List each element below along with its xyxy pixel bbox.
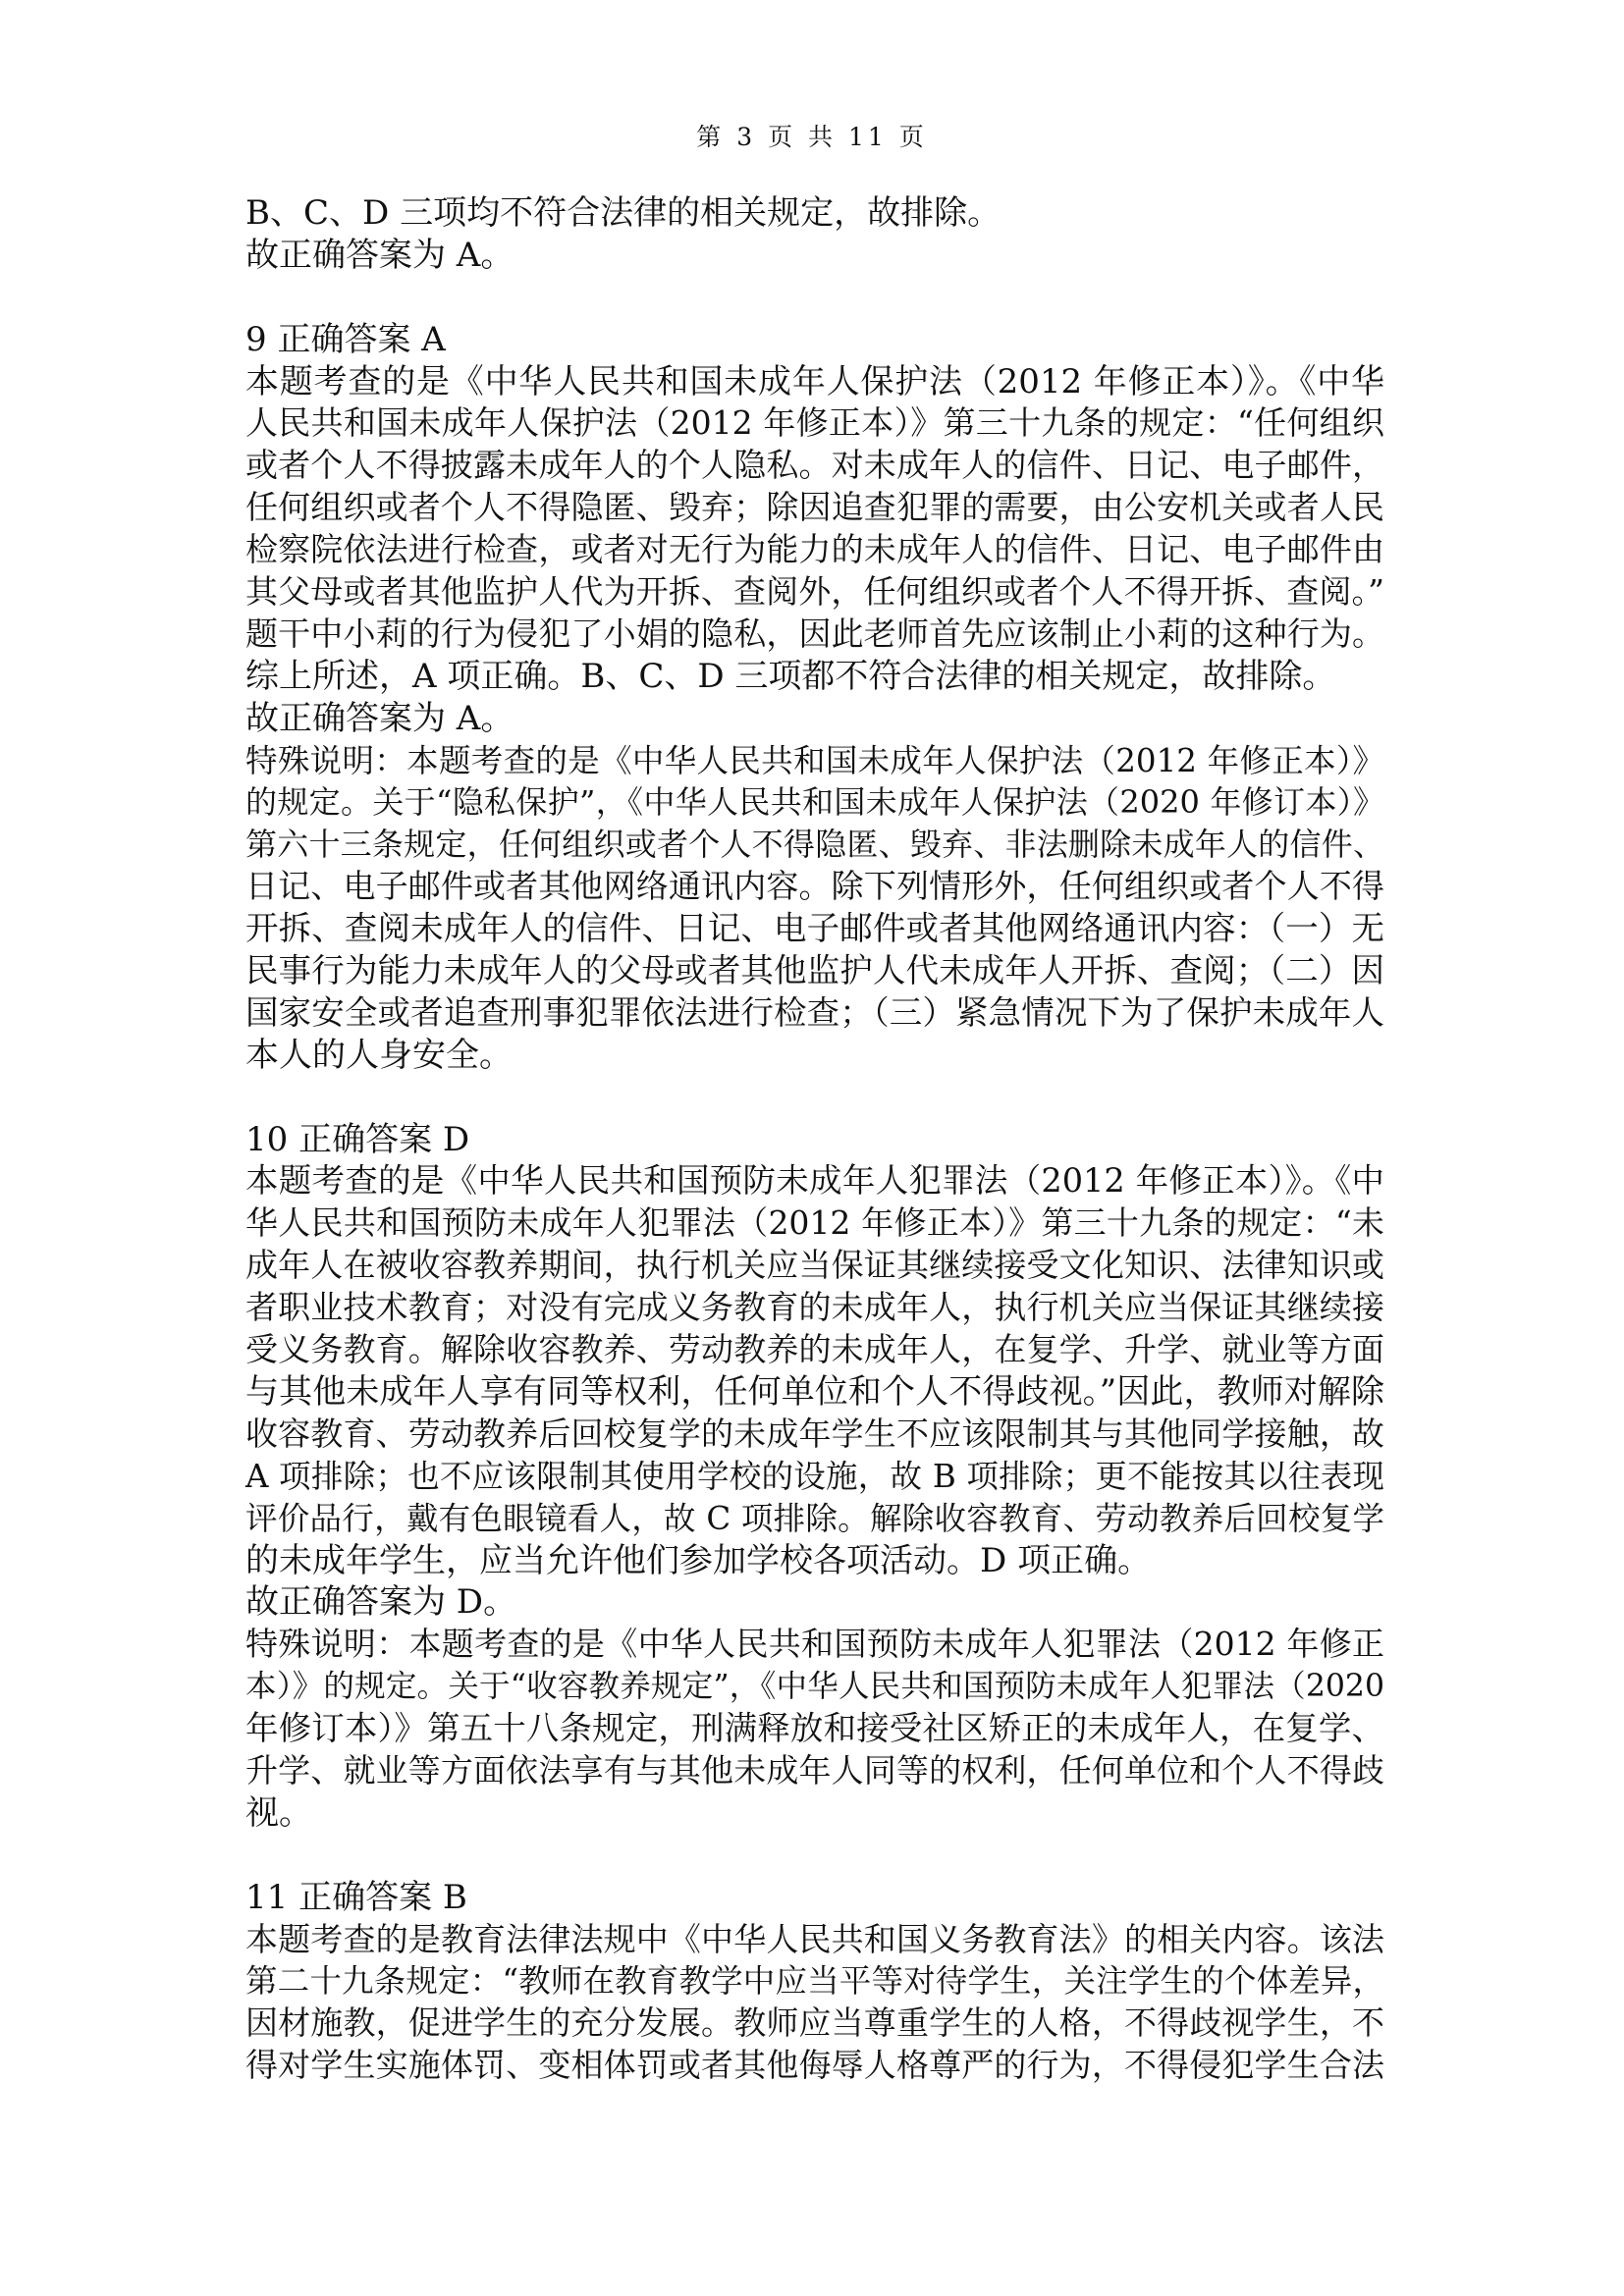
text-line: 升学、就业等方面依法享有与其他未成年人同等的权利，任何单位和个人不得歧 [245, 1750, 1384, 1789]
text-line: 题干中小莉的行为侵犯了小娟的隐私，因此老师首先应该制止小莉的这种行为。 [245, 614, 1384, 653]
paragraph-gap [245, 1077, 1384, 1119]
text-line: 特殊说明：本题考查的是《中华人民共和国预防未成年人犯罪法（2012 年修正 [245, 1625, 1384, 1664]
page-number-header: 第 3 页 共 11 页 [696, 123, 928, 151]
text-line: 因材施教，促进学生的充分发展。教师应当尊重学生的人格，不得歧视学生，不 [245, 2003, 1384, 2043]
text-line: 本题考查的是《中华人民共和国未成年人保护法（2012 年修正本）》。《中华 [245, 361, 1384, 401]
paragraph-gap [245, 1835, 1384, 1877]
text-line: 华人民共和国预防未成年人犯罪法（2012 年修正本）》第三十九条的规定：“未 [245, 1203, 1384, 1243]
text-line: 特殊说明：本题考查的是《中华人民共和国未成年人保护法（2012 年修正本）》 [245, 741, 1384, 779]
text-line: 受义务教育。解除收容教养、劳动教养的未成年人，在复学、升学、就业等方面 [245, 1330, 1384, 1369]
paragraph-gap [245, 277, 1384, 319]
text-line: A 项排除；也不应该限制其使用学校的设施，故 B 项排除；更不能按其以往表现 [245, 1457, 1384, 1495]
text-line: 人民共和国未成年人保护法（2012 年修正本）》第三十九条的规定：“任何组织 [245, 403, 1384, 443]
text-line: 或者个人不得披露未成年人的个人隐私。对未成年人的信件、日记、电子邮件， [245, 446, 1384, 485]
text-line: 故正确答案为 A。 [245, 698, 514, 738]
text-line: 收容教育、劳动教养后回校复学的未成年学生不应该限制其与其他同学接触，故 [245, 1414, 1384, 1453]
text-line: 本题考查的是教育法律法规中《中华人民共和国义务教育法》的相关内容。该法 [245, 1919, 1384, 1958]
text-line: 民事行为能力未成年人的父母或者其他监护人代未成年人开拆、查阅；（二）因 [245, 951, 1384, 990]
text-line: 视。 [245, 1792, 312, 1833]
text-line: 国家安全或者追查刑事犯罪依法进行检查；（三）紧急情况下为了保护未成年人 [245, 992, 1384, 1032]
text-line: 的未成年学生，应当允许他们参加学校各项活动。D 项正确。 [245, 1540, 1152, 1580]
text-line: 的规定。关于“隐私保护”，《中华人民共和国未成年人保护法（2020 年修订本）》 [245, 783, 1384, 822]
text-line: B、C、D 三项均不符合法律的相关规定，故排除。 [245, 193, 1001, 233]
text-line: 开拆、查阅未成年人的信件、日记、电子邮件或者其他网络通讯内容：（一）无 [245, 909, 1384, 948]
text-line: 者职业技术教育；对没有完成义务教育的未成年人，执行机关应当保证其继续接 [245, 1288, 1384, 1327]
text-line: 检察院依法进行检查，或者对无行为能力的未成年人的信件、日记、电子邮件由 [245, 530, 1384, 569]
text-line: 任何组织或者个人不得隐匿、毁弃；除因追查犯罪的需要，由公安机关或者人民 [245, 488, 1384, 527]
text-line: 得对学生实施体罚、变相体罚或者其他侮辱人格尊严的行为，不得侵犯学生合法 [245, 2046, 1384, 2085]
document-body [245, 192, 1384, 2087]
text-line: 本人的人身安全。 [245, 1035, 513, 1075]
text-line: 成年人在被收容教养期间，执行机关应当保证其继续接受文化知识、法律知识或 [245, 1246, 1384, 1285]
text-line: 与其他未成年人享有同等权利，任何单位和个人不得歧视。”因此，教师对解除 [245, 1371, 1384, 1412]
answer-heading-10: 10 正确答案 D [245, 1119, 470, 1159]
text-line: 评价品行，戴有色眼镜看人，故 C 项排除。解除收容教育、劳动教养后回校复学 [245, 1499, 1384, 1537]
answer-heading-11: 11 正确答案 B [245, 1877, 467, 1917]
text-line: 年修订本）》第五十八条规定，刑满释放和接受社区矫正的未成年人，在复学、 [245, 1709, 1384, 1748]
text-line: 故正确答案为 A。 [245, 235, 514, 275]
text-line: 日记、电子邮件或者其他网络通讯内容。除下列情形外，任何组织或者个人不得 [245, 867, 1384, 906]
text-line: 本题考查的是《中华人民共和国预防未成年人犯罪法（2012 年修正本）》。《中 [245, 1161, 1384, 1201]
answer-heading-9: 9 正确答案 A [245, 319, 446, 359]
text-line: 第六十三条规定，任何组织或者个人不得隐匿、毁弃、非法删除未成年人的信件、 [245, 826, 1384, 864]
text-line: 综上所述，A 项正确。B、C、D 三项都不符合法律的相关规定，故排除。 [245, 656, 1336, 696]
text-line: 故正确答案为 D。 [245, 1582, 517, 1623]
text-line: 第二十九条规定：“教师在教育教学中应当平等对待学生，关注学生的个体差异， [245, 1962, 1384, 2001]
text-line: 本）》的规定。关于“收容教养规定”，《中华人民共和国预防未成年人犯罪法（2020 [245, 1669, 1384, 1705]
text-line: 其父母或者其他监护人代为开拆、查阅外，任何组织或者个人不得开拆、查阅。” [245, 572, 1384, 612]
